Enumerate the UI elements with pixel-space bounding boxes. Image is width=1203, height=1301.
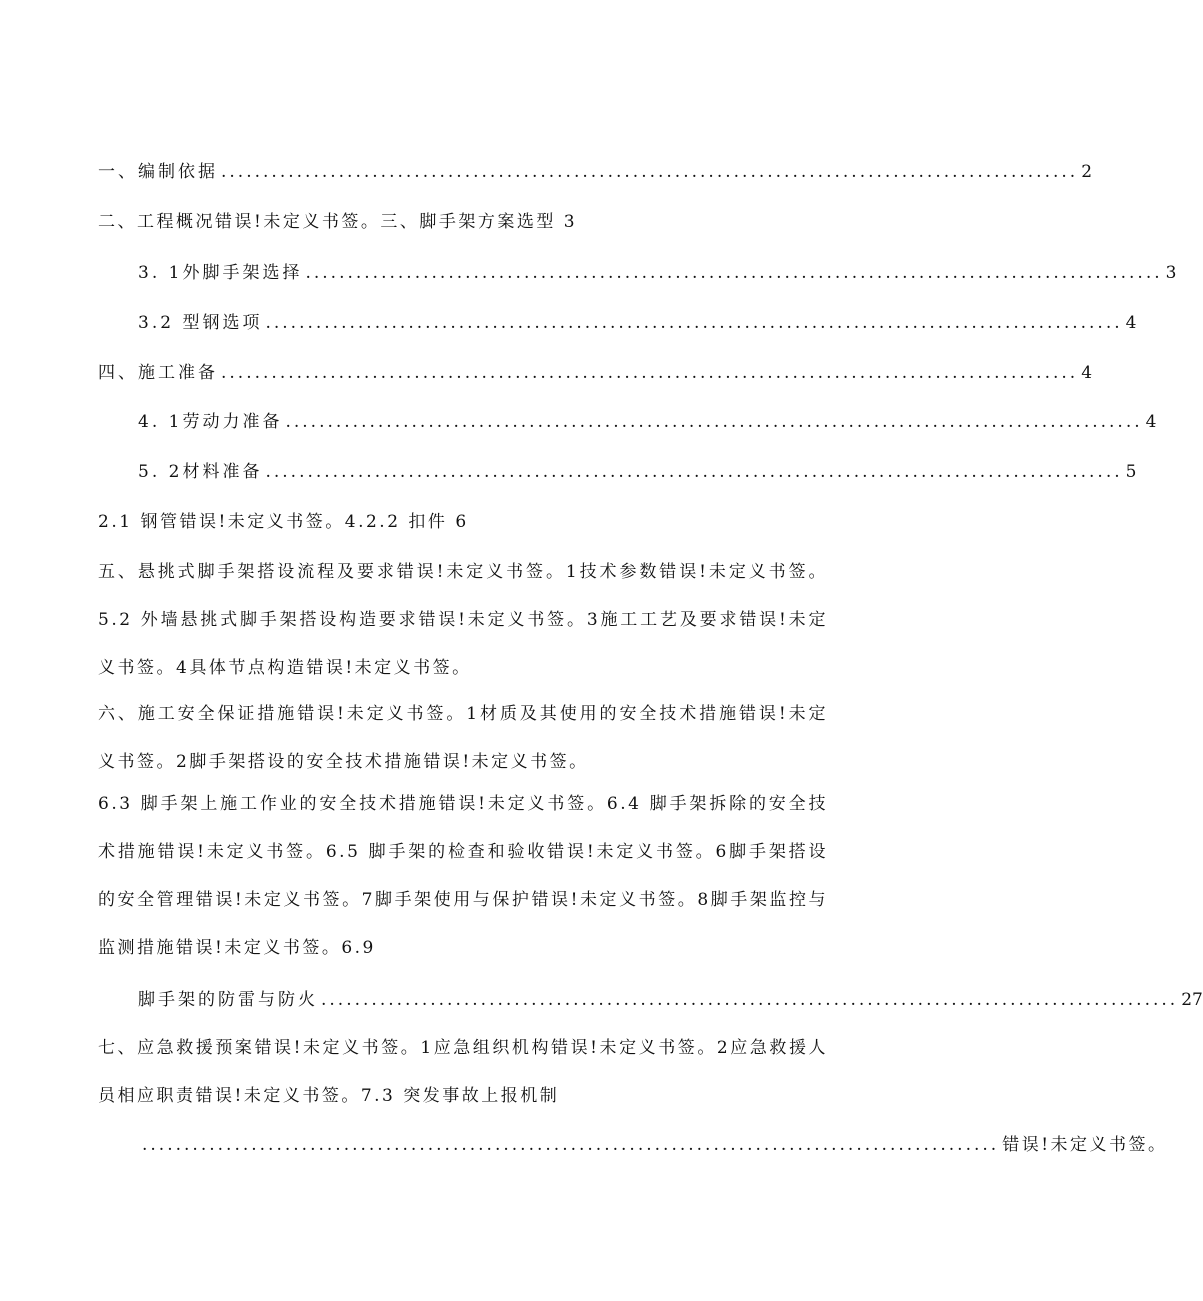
toc-leader-dots: ...................................................................................................... bbox=[321, 990, 1179, 1010]
toc-entry-label: 5. 2材料准备 bbox=[138, 462, 263, 482]
toc-entry-label: 2.1 钢管错误!未定义书签。4.2.2 扣件 6 bbox=[98, 512, 469, 532]
toc-leader-dots: ...................................................................................................... bbox=[221, 363, 1079, 383]
toc-entry-label: 3.2 型钢选项 bbox=[138, 313, 263, 333]
toc-entry[interactable] bbox=[138, 460, 1137, 484]
toc-entry-label: 3. 1外脚手架选择 bbox=[138, 263, 303, 283]
toc-section-6[interactable]: 六、施工安全保证措施错误!未定义书签。1材质及其使用的安全技术措施错误!未定义书签。2脚手架搭设的安全技术措施错误!未定义书签。 bbox=[98, 704, 828, 772]
toc-entry[interactable] bbox=[138, 311, 1137, 335]
toc-page-number: 27 bbox=[1181, 990, 1203, 1010]
toc-entry-label: 4. 1劳动力准备 bbox=[138, 412, 283, 432]
toc-page-number: 5 bbox=[1125, 462, 1137, 482]
toc-entry[interactable] bbox=[98, 361, 1093, 385]
toc-leader-dots: ...................................................................................................... bbox=[285, 412, 1143, 432]
toc-entry[interactable] bbox=[98, 160, 1093, 184]
toc-entry-label: 二、工程概况错误!未定义书签。三、脚手架方案选型 3 bbox=[98, 212, 578, 232]
toc-page-number: 4 bbox=[1145, 412, 1157, 432]
toc-entry[interactable] bbox=[142, 1133, 1168, 1157]
toc-entry[interactable] bbox=[138, 988, 1203, 1012]
toc-entry[interactable] bbox=[98, 210, 577, 234]
toc-entry-label: 四、施工准备 bbox=[98, 363, 218, 383]
toc-entry[interactable] bbox=[138, 261, 1177, 285]
toc-entry[interactable] bbox=[98, 510, 469, 534]
toc-section-7[interactable]: 七、应急救援预案错误!未定义书签。1应急组织机构错误!未定义书签。2应急救援人员相应职责错误!未定义书签。7.3 突发事故上报机制 bbox=[98, 1038, 828, 1106]
toc-entry-label: 脚手架的防雷与防火 bbox=[138, 990, 318, 1010]
toc-leader-dots: ...................................................................................................... bbox=[142, 1135, 1000, 1155]
toc-leader-dots: ...................................................................................................... bbox=[265, 313, 1123, 333]
toc-section-6-3[interactable]: 6.3 脚手架上施工作业的安全技术措施错误!未定义书签。6.4 脚手架拆除的安全技术措施错误!未定义书签。6.5 脚手架的检查和验收错误!未定义书签。6脚手架搭设的安全管理错误!未定义书签。7脚手架使用与保护错误!未定义书签。8脚手架监控与监测措施错误!未定义书签。6.9 bbox=[98, 794, 828, 958]
toc-section-5[interactable]: 五、悬挑式脚手架搭设流程及要求错误!未定义书签。1技术参数错误!未定义书签。5.2 外墙悬挑式脚手架搭设构造要求错误!未定义书签。3施工工艺及要求错误!未定义书签。4具体节点构造错误!未定义书签。 bbox=[98, 562, 828, 678]
toc-page-number: 4 bbox=[1081, 363, 1093, 383]
toc-leader-dots: ...................................................................................................... bbox=[305, 263, 1163, 283]
toc-entry[interactable] bbox=[138, 410, 1157, 434]
toc-entry-label: 一、编制依据 bbox=[98, 162, 218, 182]
toc-leader-dots: ...................................................................................................... bbox=[221, 162, 1079, 182]
toc-page-number: 错误!未定义书签。 bbox=[1002, 1135, 1168, 1155]
toc-leader-dots: ...................................................................................................... bbox=[265, 462, 1123, 482]
toc-page-number: 3 bbox=[1165, 263, 1177, 283]
toc-page-number: 4 bbox=[1125, 313, 1137, 333]
toc-page-number: 2 bbox=[1081, 162, 1093, 182]
